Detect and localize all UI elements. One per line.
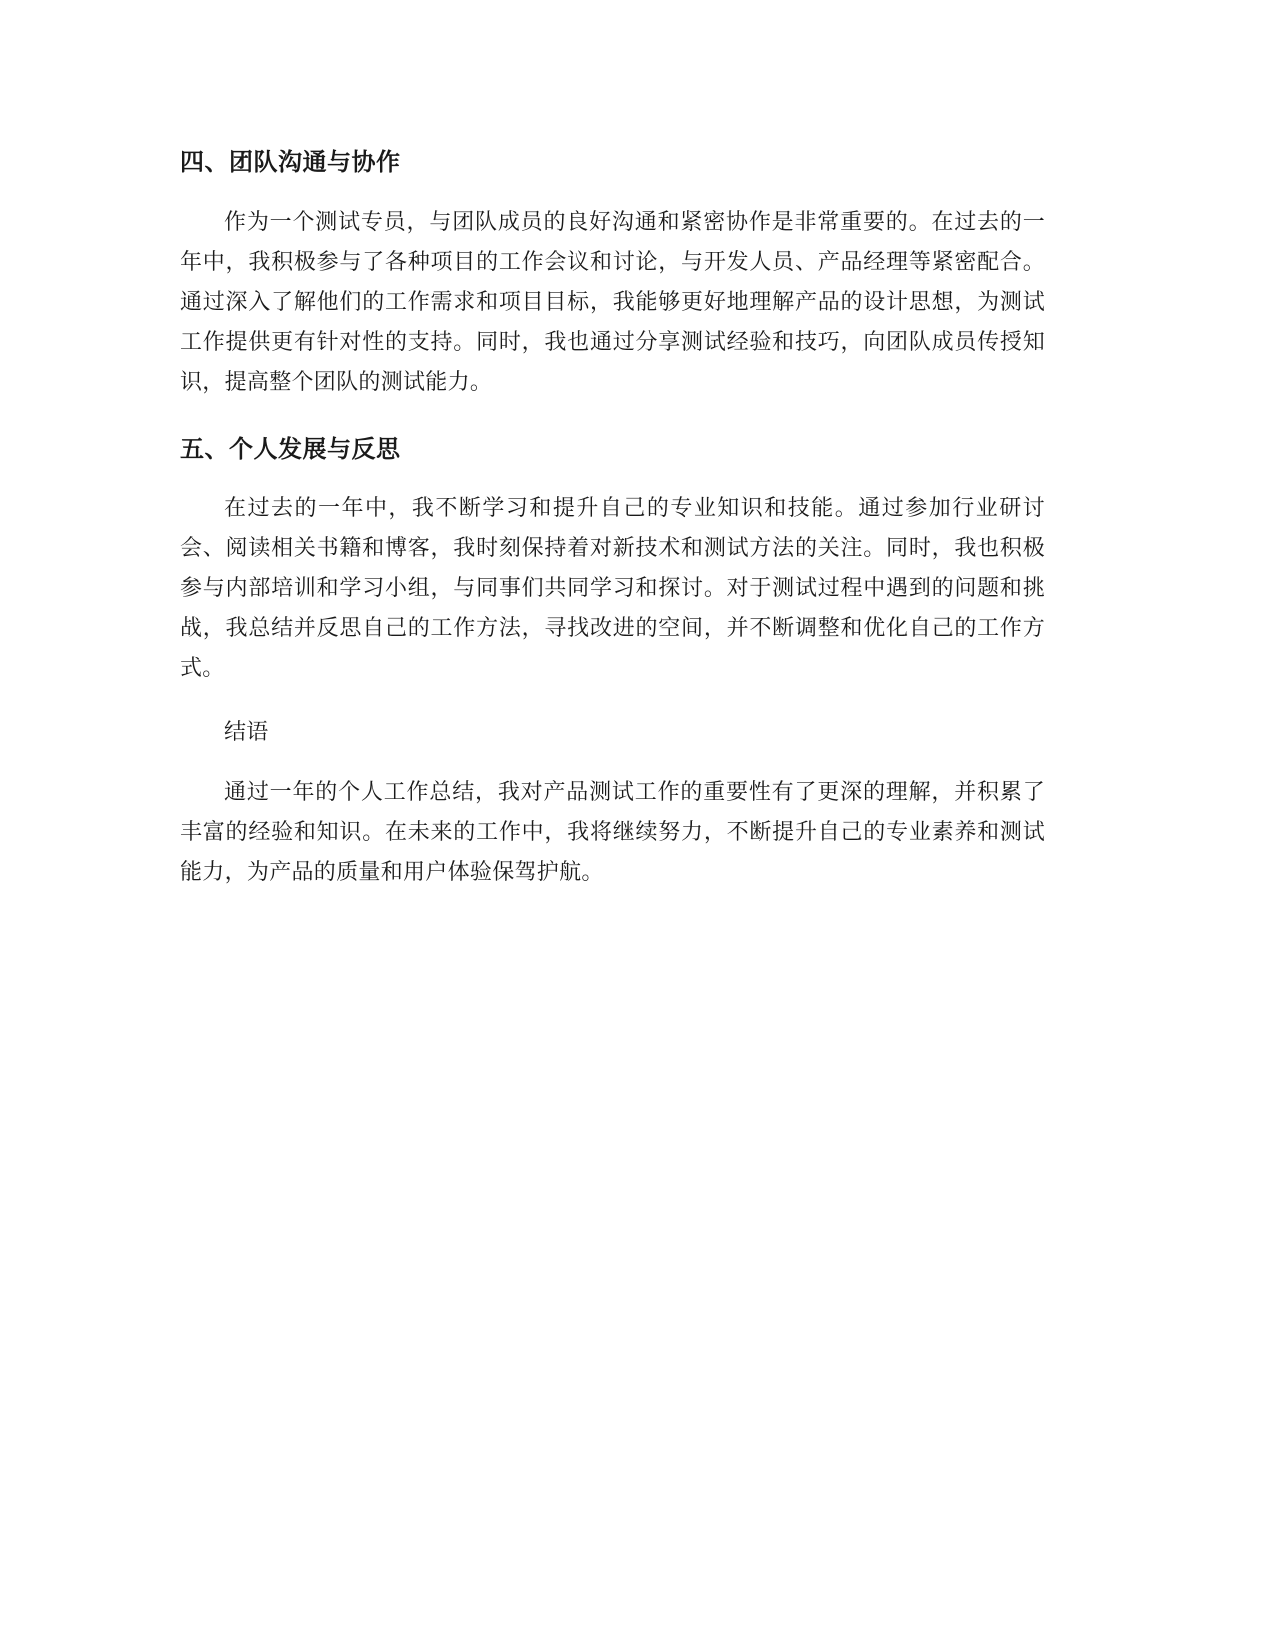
conclusion-paragraph: 通过一年的个人工作总结，我对产品测试工作的重要性有了更深的理解，并积累了丰富的经验和知识。在未来的工作中，我将继续努力，不断提升自己的专业素养和测试能力，为产品的质量和用户体验保驾护航。: [180, 780, 1045, 885]
section-heading-team-communication: 四、团队沟通与协作: [180, 148, 401, 176]
section-heading-personal-development: 五、个人发展与反思: [180, 435, 401, 463]
section-paragraph-personal-development: 在过去的一年中，我不断学习和提升自己的专业知识和技能。通过参加行业研讨会、阅读相关书籍和博客，我时刻保持着对新技术和测试方法的关注。同时，我也积极参与内部培训和学习小组，与同事们共同学习和探讨。对于测试过程中遇到的问题和挑战，我总结并反思自己的工作方法，寻找改进的空间，并不断调整和优化自己的工作方式。: [180, 496, 1045, 681]
conclusion-label: 结语: [224, 720, 269, 745]
section-paragraph-team-communication: 作为一个测试专员，与团队成员的良好沟通和紧密协作是非常重要的。在过去的一年中，我积极参与了各种项目的工作会议和讨论，与开发人员、产品经理等紧密配合。通过深入了解他们的工作需求和项目目标，我能够更好地理解产品的设计思想，为测试工作提供更有针对性的支持。同时，我也通过分享测试经验和技巧，向团队成员传授知识，提高整个团队的测试能力。: [180, 210, 1045, 395]
